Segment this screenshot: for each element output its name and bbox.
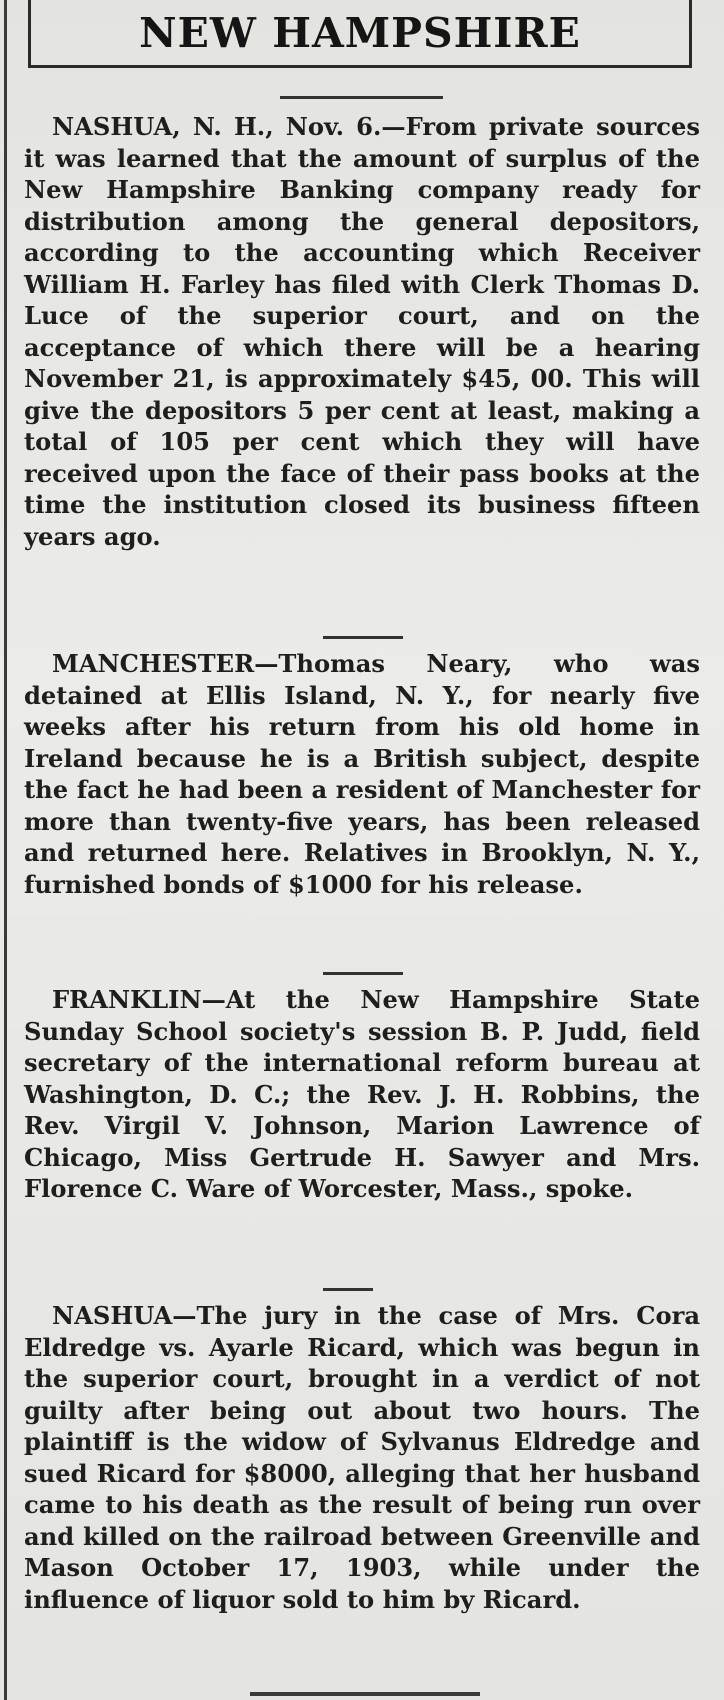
article-text: NASHUA—The jury in the case of Mrs. Cora Eldredge vs. Ayarle Ricard, which was begun in the superior court, brought in a verdict of not guilty after being out about two hours. The plaintiff is the widow of Sylvanus Eldredge and sued Ricard for $8000, alleging that her husband came to his death as the result of being run over and killed on the railroad between Greenville and Mason October 17, 1903, while under the influence of liquor sold to him by Ricard. xyxy=(24,1301,700,1614)
article-text: FRANKLIN—At the New Hampshire State Sunday School society's session B. P. Judd, field secretary of the international reform bureau at Washington, D. C.; the Rev. J. H. Robbins, the Rev. Virgil V. Johnson, Marion Lawrence of Chicago, Miss Gertrude H. Sawyer and Mrs. Florence C. Ware of Worcester, Mass., spoke. xyxy=(24,985,700,1203)
separator-rule xyxy=(323,972,403,975)
article-franklin xyxy=(24,984,700,1205)
separator-rule xyxy=(323,1288,373,1291)
separator-rule xyxy=(280,96,443,99)
article-text: MANCHESTER—Thomas Neary, who was detained at Ellis Island, N. Y., for nearly five weeks after his return from his old home in Ireland because he is a British subject, despite the fact he had been a resident of Manchester for more than twenty-five years, has been released and returned here. Relatives in Brooklyn, N. Y., furnished bonds of $1000 for his release. xyxy=(24,649,700,899)
article-text: NASHUA, N. H., Nov. 6.—From private sources it was learned that the amount of surplus of the New Hampshire Banking company ready for distribution among the general depositors, according to the accounting which Receiver William H. Farley has filed with Clerk Thomas D. Luce of the superior court, and on the acceptance of which there will be a hearing November 21, is approximately $45, 00. This will give the depositors 5 per cent at least, making a total of 105 per cent which they will have received upon the face of their pass books at the time the institution closed its business fifteen years ago. xyxy=(24,112,700,551)
column-rule xyxy=(4,0,7,1700)
bottom-rule xyxy=(250,1692,480,1696)
section-heading-box xyxy=(28,0,692,68)
separator-rule xyxy=(323,636,403,639)
article-nashua-jury xyxy=(24,1300,700,1615)
section-title: NEW HAMPSHIRE xyxy=(139,9,581,57)
article-manchester xyxy=(24,648,700,900)
article-nashua-bank xyxy=(24,111,700,552)
